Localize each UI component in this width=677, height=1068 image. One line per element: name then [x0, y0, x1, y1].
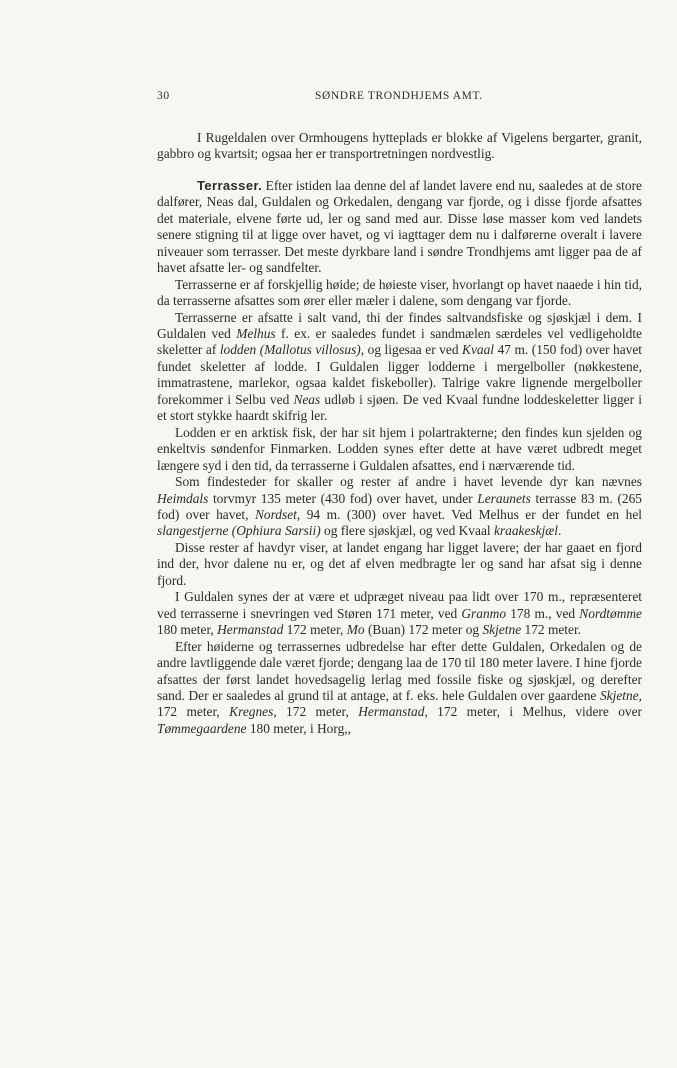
italic-term: kraakeskjæl	[493, 523, 558, 539]
text-run: torvmyr 135 meter (430 fod) over havet, under	[208, 490, 478, 506]
italic-term: Melhus	[236, 325, 276, 341]
text-run: terrasse 83 m. (265 fod) over havet,	[157, 490, 642, 522]
paragraph-rugeldalen: I Rugeldalen over Ormhougens hytteplads er blokke af Vigelens bergarter, granit, gabbro og kvartsit; ogsaa her er transportretningen nordvestlig.	[157, 130, 642, 162]
italic-term: Hermanstad	[358, 704, 425, 720]
text-run: 47 m. (150 fod) over havet fundet skeletter af lodde. I Guldalen ligger lodderne i mergelboller (nøkkestene, immatrastene, marlekor, ogsaa kaldet fiskeboller). Talrige vakre lignende mergelboller forekommer i Selbu ved	[157, 342, 642, 407]
text-run: Som findesteder for skaller og rester af andre i havet levende dyr kan nævnes	[175, 474, 642, 490]
italic-term: Leraunets	[477, 490, 531, 506]
text-run: (Buan) 172 meter og	[364, 622, 483, 638]
italic-term: Nordtømme	[579, 605, 643, 621]
paragraph-terrasse-hoide: Terrasserne er af forskjellig høide; de høieste viser, hvorlangt op havet naaede i hin tid, da terrasserne afsattes som ører eller mæler i dalene, som dengang var fjorde.	[157, 276, 642, 309]
text-run: 180 meter,	[157, 622, 218, 638]
text-run: , 172 meter,	[157, 687, 642, 720]
italic-term: Hermanstad	[217, 622, 284, 638]
italic-term: lodden (Mallotus villosus)	[219, 342, 361, 358]
text-run: og flere sjøskjæl, og ved Kvaal	[320, 523, 494, 539]
text-run: Efter høiderne og terrassernes udbredelse har efter dette Guldalen, Orkedalen og de andre lavtliggende dale været fjorde; dengang laa de 170 til 180 meter lavere. I hine fjorde afsattes der først landet hovedsagelig lerlag med fossile fiske og sjøskjæl, og derefter sand. Der er saaledes al grund til at antage, at f. eks. hele Guldalen over gaardene	[157, 638, 642, 703]
italic-term: Mo	[346, 622, 365, 638]
text-run: .	[557, 523, 562, 539]
paragraph-lodden: Lodden er en arktisk fisk, der har sit hjem i polartrakterne; den findes kun sjelden og enkeltvis søndenfor Finmarken. Lodden synes efter dette at have været udbredt meget længere syd i den tid, da terrasserne i Guldalen afsattes, end i nærværende tid.	[157, 424, 642, 473]
book-page	[157, 90, 642, 737]
italic-term: Skjetne	[599, 687, 639, 703]
italic-term: Tømmegaardene	[157, 720, 247, 736]
text-run: 178 m., ved	[506, 605, 580, 621]
text-run: , 172 meter,	[273, 704, 359, 720]
text-run: 172 meter.	[521, 622, 582, 638]
paragraph-findesteder	[157, 474, 642, 540]
text-run: udløb i sjøen. De ved Kvaal fundne loddeskeletter ligger i et stort stykke haardt skifrig ler.	[157, 391, 642, 424]
italic-term: Nordset	[254, 506, 297, 522]
page-number: 30	[157, 90, 170, 102]
italic-term: Kvaal	[462, 342, 495, 358]
page-header	[157, 90, 642, 110]
italic-term: Skjetne	[482, 622, 522, 638]
text-run: , og ligesaa er ved	[360, 342, 463, 358]
text-run: I Guldalen synes der at være et udpræget niveau paa lidt over 170 m., repræsenteret ved terrasserne i snevringen ved Støren 171 meter, ved	[157, 589, 642, 621]
text-run: , 172 meter, i Melhus, videre over	[424, 704, 642, 720]
italic-term: slangestjerne (Ophiura Sarsii)	[157, 523, 321, 539]
paragraph-niveau	[157, 589, 642, 638]
text-run: 172 meter,	[283, 622, 347, 638]
italic-term: Heimdals	[157, 490, 209, 506]
text-run: Terrasserne er afsatte i salt vand, thi der findes saltvandsfiske og sjøskjæl i dem. I Guldalen ved	[157, 309, 642, 341]
paragraph-text: Efter istiden laa denne del af landet lavere end nu, saaledes at de store dalfører, Neas dal, Guldalen og Orkedalen, dengang var fjorde, og i disse fjorde afsattes det materiale, elvene førte ud, ler og sand med aur. Disse løse masser kom ved landets senere stigning til at ligge over havet, og vi iagttager dem nu i dalførerne overalt i lavere niveauer som terrasser. Det meste dyrkbare land i søndre Trondhjems amt ligger paa de af havet afsatte ler- og sandfelter.	[157, 177, 642, 276]
paragraph-terrasser	[157, 178, 642, 277]
page-body	[157, 130, 642, 737]
paragraph-salt-vand	[157, 310, 642, 425]
italic-term: Granmo	[461, 605, 507, 621]
italic-term: Kregnes	[229, 704, 274, 720]
text-run: f. ex. er saaledes fundet i sandmælen særdeles vel vedligeholdte skeletter af	[157, 325, 642, 358]
text-run: 180 meter, i Horg,,	[246, 720, 351, 736]
paragraph-havdyr: Disse rester af havdyr viser, at landet engang har ligget lavere; der har gaaet en fjord ind der, hvor dalene nu er, og det af elven medbragte ler og sand har afsat sig i denne fjord.	[157, 539, 642, 588]
italic-term: Neas	[293, 391, 321, 407]
paragraph-fjorde	[157, 639, 642, 738]
running-head: SØNDRE TRONDHJEMS AMT.	[315, 90, 483, 102]
text-run: , 94 m. (300) over havet. Ved Melhus er der fundet en hel	[296, 506, 642, 522]
section-heading-terrasser: Terrasser.	[197, 177, 263, 193]
